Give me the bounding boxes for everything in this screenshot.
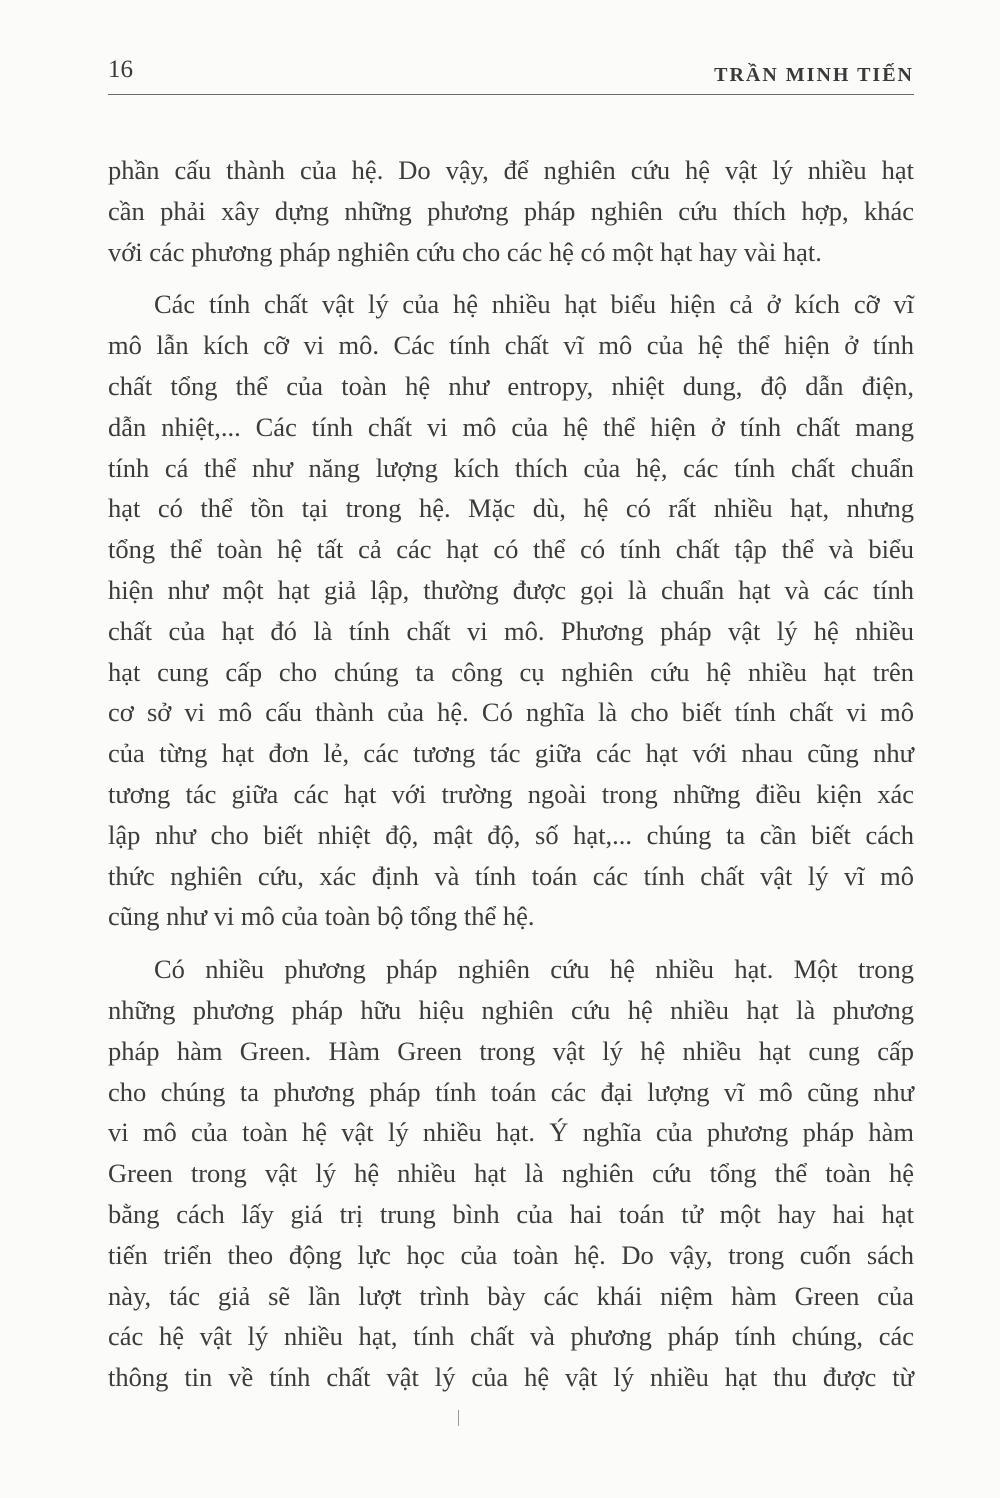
text-line: cũng như vi mô của toàn bộ tổng thể hệ.: [108, 901, 535, 932]
text-line: Các tính chất vật lý của hệ nhiều hạt biểu hiện cả ở kích cỡ vĩ: [154, 289, 914, 320]
text-line: bằng cách lấy giá trị trung bình của hai toán tử một hay hai hạt: [108, 1198, 914, 1229]
text-line: Green trong vật lý hệ nhiều hạt là nghiên cứu tổng thể toàn hệ: [108, 1158, 914, 1189]
text-line: phần cấu thành của hệ. Do vậy, để nghiên cứu hệ vật lý nhiều hạt: [108, 155, 914, 185]
text-line: cần phải xây dựng những phương pháp nghiên cứu thích hợp, khác: [108, 195, 914, 226]
page-header: [108, 54, 914, 95]
paragraph: [108, 150, 914, 272]
text-line: Có nhiều phương pháp nghiên cứu hệ nhiều hạt. Một trong: [154, 954, 914, 985]
text-line: pháp hàm Green. Hàm Green trong vật lý hệ nhiều hạt cung cấp: [108, 1035, 914, 1066]
text-line: hiện như một hạt giả lập, thường được gọi là chuẩn hạt và các tính: [108, 574, 914, 605]
scan-mark: [458, 1410, 459, 1426]
text-line: tổng thể toàn hệ tất cả các hạt có thể có tính chất tập thể và biểu: [108, 534, 914, 565]
text-line: những phương pháp hữu hiệu nghiên cứu hệ nhiều hạt là phương: [108, 994, 914, 1025]
text-line: hạt cung cấp cho chúng ta công cụ nghiên cứu hệ nhiều hạt trên: [108, 656, 914, 687]
text-line: các hệ vật lý nhiều hạt, tính chất và phương pháp tính chúng, các: [108, 1321, 914, 1352]
text-line: mô lẫn kích cỡ vi mô. Các tính chất vĩ mô của hệ thể hiện ở tính: [108, 330, 914, 361]
text-line: này, tác giả sẽ lần lượt trình bày các khái niệm hàm Green của: [108, 1280, 914, 1311]
paragraph: [108, 284, 914, 937]
text-line: tiến triển theo động lực học của toàn hệ. Do vậy, trong cuốn sách: [108, 1239, 914, 1270]
text-line: tương tác giữa các hạt với trường ngoài trong những điều kiện xác: [108, 778, 914, 809]
text-line: thông tin về tính chất vật lý của hệ vật lý nhiều hạt thu được từ: [108, 1362, 914, 1393]
text-line: cho chúng ta phương pháp tính toán các đại lượng vĩ mô cũng như: [108, 1076, 914, 1107]
text-line: lập như cho biết nhiệt độ, mật độ, số hạt,... chúng ta cần biết cách: [108, 819, 914, 850]
text-line: vi mô của toàn hệ vật lý nhiều hạt. Ý nghĩa của phương pháp hàm: [108, 1117, 914, 1148]
body-text: [108, 150, 914, 1398]
running-head: TRẦN MINH TIẾN: [714, 64, 914, 86]
page-number: 16: [108, 56, 133, 83]
text-line: tính cá thể như năng lượng kích thích của hệ, các tính chất chuẩn: [108, 452, 914, 483]
text-line: hạt có thể tồn tại trong hệ. Mặc dù, hệ có rất nhiều hạt, nhưng: [108, 493, 914, 524]
text-line: dẫn nhiệt,... Các tính chất vi mô của hệ thể hiện ở tính chất mang: [108, 411, 914, 442]
text-line: với các phương pháp nghiên cứu cho các hệ có một hạt hay vài hạt.: [108, 236, 822, 267]
text-line: thức nghiên cứu, xác định và tính toán các tính chất vật lý vĩ mô: [108, 860, 914, 891]
text-line: cơ sở vi mô cấu thành của hệ. Có nghĩa là cho biết tính chất vi mô: [108, 697, 914, 728]
text-line: chất của hạt đó là tính chất vi mô. Phương pháp vật lý hệ nhiều: [108, 615, 914, 646]
paragraph: [108, 949, 914, 1398]
text-line: của từng hạt đơn lẻ, các tương tác giữa các hạt với nhau cũng như: [108, 738, 914, 769]
text-line: chất tổng thể của toàn hệ như entropy, nhiệt dung, độ dẫn điện,: [108, 370, 914, 401]
